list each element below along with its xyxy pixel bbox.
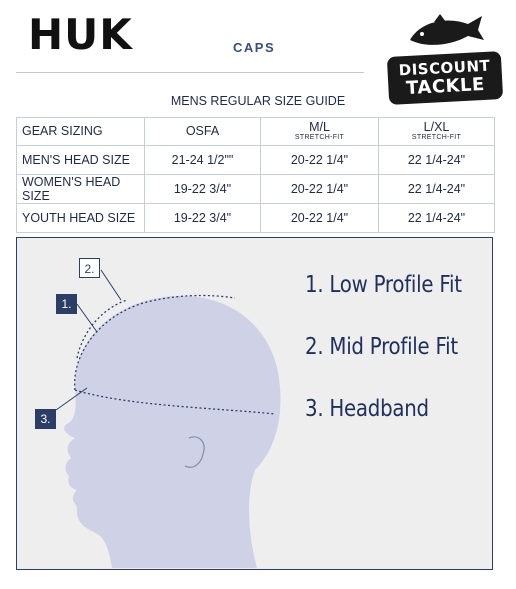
- table-cell: 21-24 1/2"": [145, 146, 261, 175]
- column-header: L/XL STRETCH-FIT: [379, 118, 495, 146]
- table-cell: 20-22 1/4": [261, 175, 379, 204]
- legend-headband: 3. Headband: [305, 396, 429, 422]
- row-label: MEN'S HEAD SIZE: [17, 146, 145, 175]
- table-cell: 19-22 3/4": [145, 175, 261, 204]
- fish-icon: [406, 10, 486, 52]
- size-guide-title: MENS REGULAR SIZE GUIDE: [170, 94, 346, 108]
- column-header: GEAR SIZING: [17, 118, 145, 146]
- row-label: WOMEN'S HEAD SIZE: [17, 175, 145, 204]
- discount-tackle-logo: [378, 10, 506, 102]
- size-table: [16, 117, 495, 233]
- table-cell: 19-22 3/4": [145, 204, 261, 233]
- table-row: [17, 175, 495, 204]
- legend-low-profile: 1. Low Profile Fit: [305, 272, 462, 298]
- table-cell: 20-22 1/4": [261, 146, 379, 175]
- column-header: OSFA: [145, 118, 261, 146]
- marker-headband: 3.: [35, 409, 56, 429]
- table-cell: 22 1/4-24": [379, 204, 495, 233]
- table-cell: 22 1/4-24": [379, 146, 495, 175]
- badge-line-2: TACKLE: [405, 73, 486, 99]
- table-cell: 20-22 1/4": [261, 204, 379, 233]
- badge-line-1: DISCOUNT: [398, 56, 491, 79]
- row-label: YOUTH HEAD SIZE: [17, 204, 145, 233]
- table-row: [17, 146, 495, 175]
- huk-logo: HUK: [28, 10, 133, 59]
- marker-low-profile: 1.: [56, 294, 77, 314]
- marker-mid-profile: 2.: [79, 258, 100, 278]
- legend-mid-profile: 2. Mid Profile Fit: [305, 334, 458, 360]
- fit-diagram: [16, 237, 493, 570]
- header-divider: [16, 72, 364, 73]
- column-header: M/L STRETCH-FIT: [261, 118, 379, 146]
- table-header-row: [17, 118, 495, 146]
- table-row: [17, 204, 495, 233]
- category-label: CAPS: [233, 40, 276, 55]
- table-cell: 22 1/4-24": [379, 175, 495, 204]
